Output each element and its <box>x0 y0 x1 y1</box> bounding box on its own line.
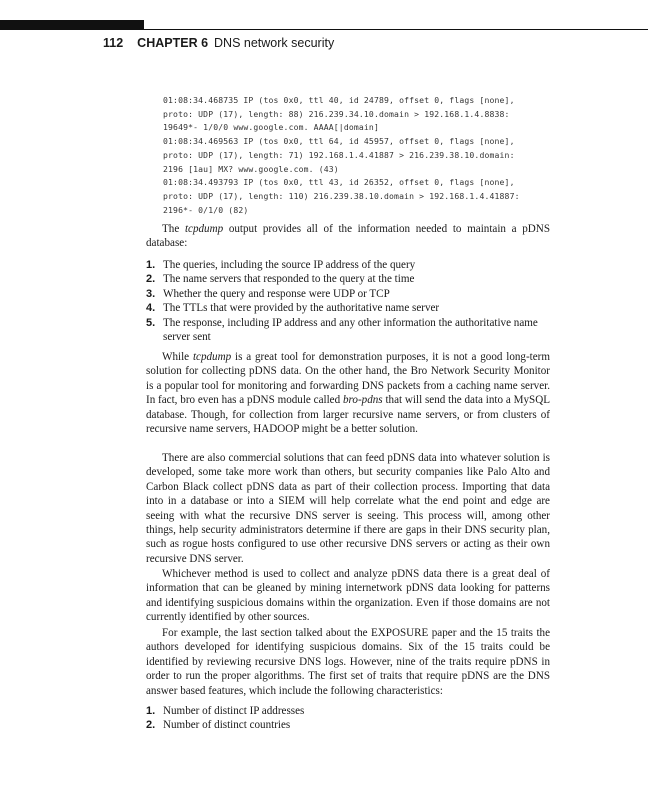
code-line: 2196*- 0/1/0 (82) <box>163 204 249 215</box>
list-item: 3. Whether the query and response were UDP or TCP <box>146 287 390 300</box>
header-rule <box>144 29 648 30</box>
paragraph-exposure: For example, the last section talked about the EXPOSURE paper and the 15 traits the authors developed for identifying suspicious domains. Six of the 15 traits could be identified by reviewing recursive DNS logs. However, nine of the traits require pDNS in order to run the proper algorithms. The first set of traits that require pDNS are the DNS answer based features, which include the following characteristics: <box>146 627 550 697</box>
intro-paragraph: The tcpdump output provides all of the information needed to maintain a pDNS database: <box>146 223 550 250</box>
code-line: 01:08:34.493793 IP (tos 0x0, ttl 43, id 26352, offset 0, flags [none], <box>163 177 515 188</box>
answer-features-list <box>146 704 550 733</box>
list-item: 4. The TTLs that were provided by the authoritative name server <box>146 302 440 315</box>
paragraph-bro: While tcpdump is a great tool for demonstration purposes, it is not a good long-term solution for collecting pDNS data. On the other hand, the Bro Network Security Monitor is a popular tool for monitoring and forwarding DNS packets from a caching name server. In fact, bro even has a pDNS module called bro-pdns that will send the data into a MySQL database. Though, for collection from larger recursive name servers, or from clusters of recursive name servers, HADOOP might be a better solution. <box>146 351 550 436</box>
paragraph-analysis: Whichever method is used to collect and analyze pDNS data there is a great deal of information that can be gleaned by mining internetwork pDNS data looking for patterns and identifying suspicious domains within the organization. Even if those domains are not currently identified by other sources. <box>146 568 550 624</box>
code-line: 01:08:34.468735 IP (tos 0x0, ttl 40, id 24789, offset 0, flags [none], <box>163 95 515 105</box>
chapter-title: DNS network security <box>214 36 335 50</box>
module-name: bro-pdns <box>342 394 383 407</box>
code-line: 2196 [1au] MX? www.google.com. (43) <box>163 163 339 174</box>
paragraph-commercial: There are also commercial solutions that can feed pDNS data into whatever solution is developed, some take more work than others, but security companies like Palo Alto and Carbon Black collect pDNS data as part of their collection process. Importing that data into in a database or into a SIEM will help correlate what the end point and edge are seeing with what the recursive DNS server is seeing. This process will, among other things, help security administrators determine if there are gaps in their DNS security plan, such as rogue hosts configured to use other recursive DNS servers or acting as their own recursive DNS server. <box>146 452 550 565</box>
code-line: proto: UDP (17), length: 110) 216.239.38.10.domain > 192.168.1.4.41887: <box>163 190 520 201</box>
tool-name: tcpdump <box>192 351 232 363</box>
code-block <box>163 94 563 217</box>
list-item: 1. The queries, including the source IP address of the query <box>146 259 416 271</box>
code-line: 01:08:34.469563 IP (tos 0x0, ttl 64, id 45957, offset 0, flags [none], <box>163 136 515 147</box>
list-item: 2. The name servers that responded to the query at the time <box>146 273 415 286</box>
pdns-info-list <box>146 258 550 344</box>
list-item: 5. The response, including IP address and any other information the authoritative name server sent <box>146 316 538 344</box>
page-number: 112 <box>103 36 124 50</box>
code-line: proto: UDP (17), length: 88) 216.239.34.10.domain > 192.168.1.4.8838: <box>163 108 510 119</box>
code-line: proto: UDP (17), length: 71) 192.168.1.4.41887 > 216.239.38.10.domain: <box>163 149 515 160</box>
header-bar <box>0 20 144 30</box>
tool-name: tcpdump <box>184 223 224 235</box>
code-line: 19649*- 1/0/0 www.google.com. AAAA[|domain] <box>163 122 379 133</box>
chapter-label: CHAPTER 6 <box>137 36 209 50</box>
list-item: 1. Number of distinct IP addresses <box>146 705 305 717</box>
list-item: 2. Number of distinct countries <box>146 719 291 732</box>
running-header <box>103 36 334 50</box>
